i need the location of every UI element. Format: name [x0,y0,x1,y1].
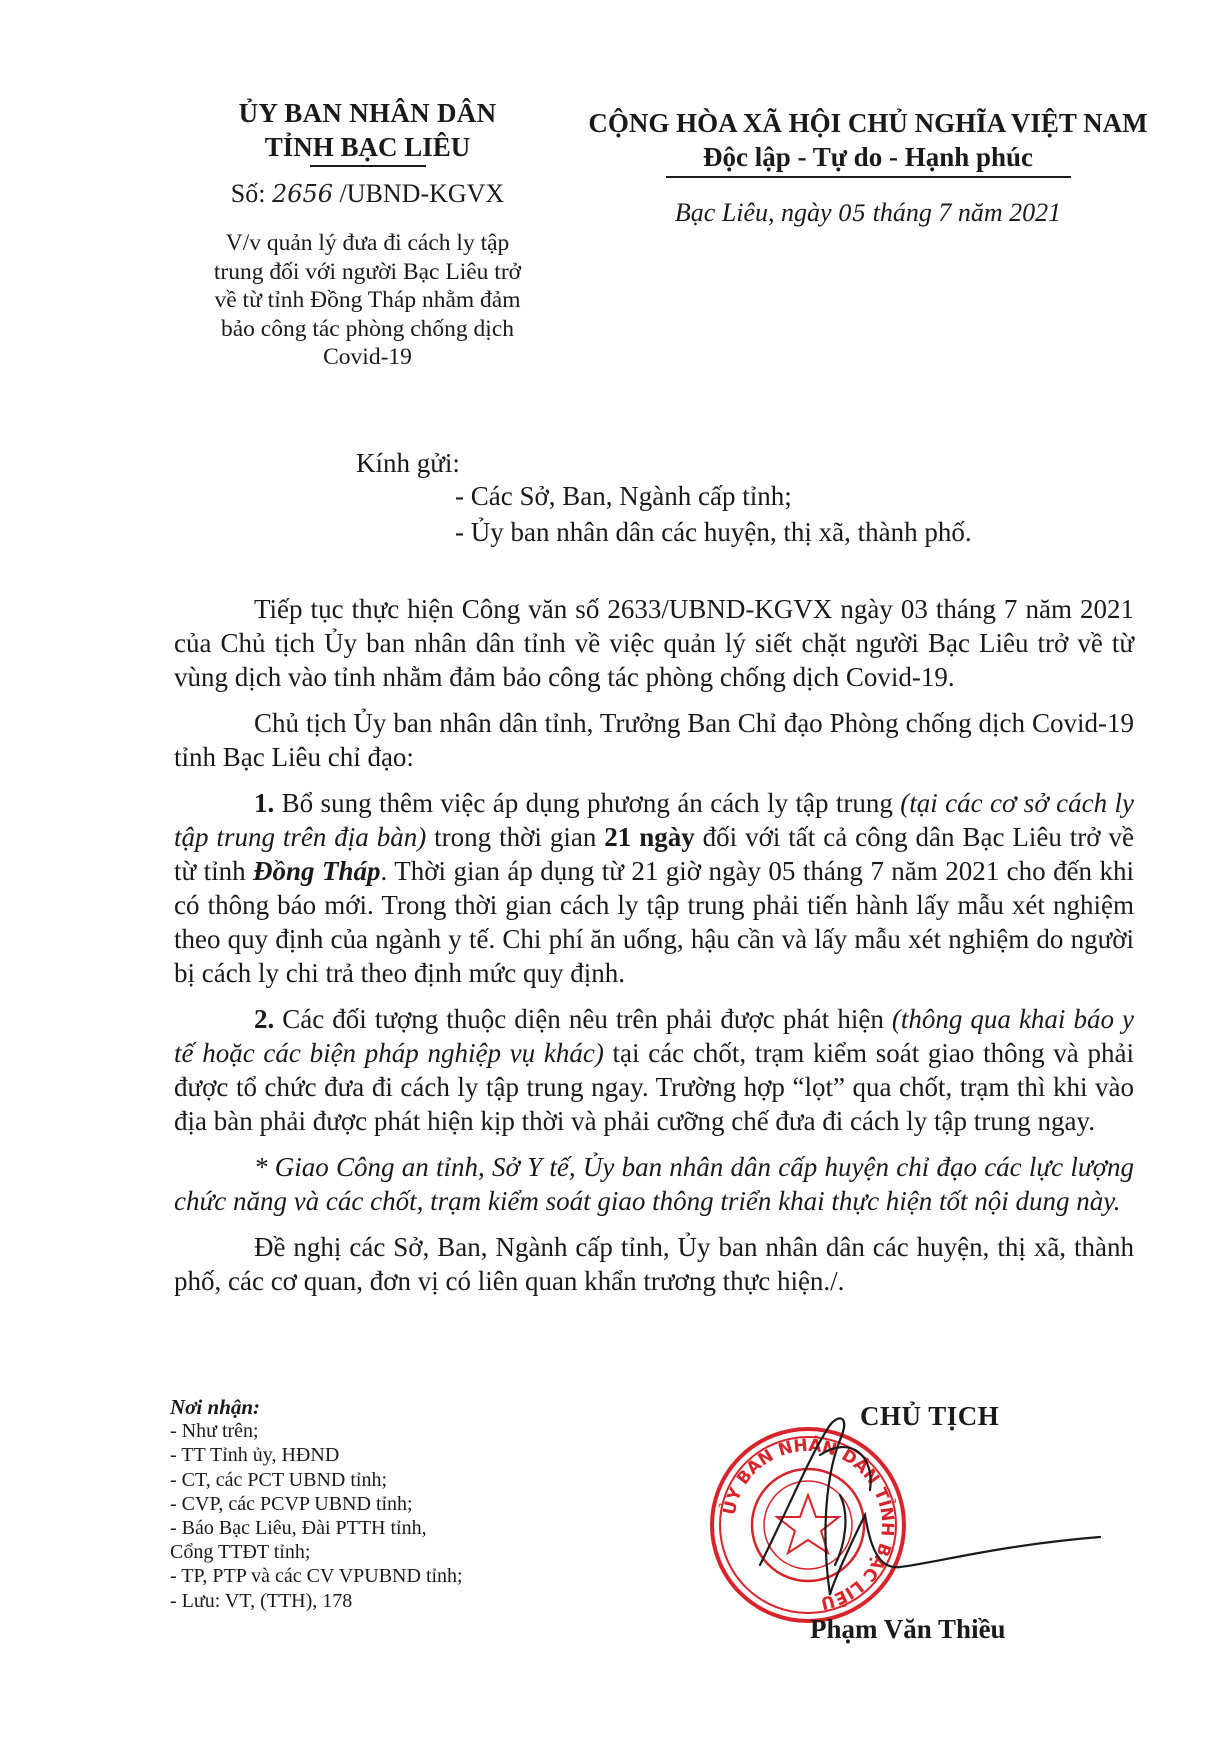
text-run: Các đối tượng thuộc diện nêu trên phải được phát hiện [274,1004,892,1034]
seal-text: ỦY BAN NHÂN DÂN TỈNH BẠC LIÊU [719,1435,898,1613]
org-name-line1: ỦY BAN NHÂN DÂN [238,98,497,128]
national-motto: Độc lập - Tự do - Hạnh phúc [702,142,1034,172]
distribution-item: - Báo Bạc Liêu, Đài PTTH tỉnh, [170,1517,427,1540]
paragraph-assignment: * Giao Công an tỉnh, Sở Y tế, Ủy ban nhân dân cấp huyện chỉ đạo các lực lượng chức năng và các chốt, trạm kiểm soát giao thông triển khai thực hiện tốt nội dung này. [174,1152,1134,1216]
item-number: 2. [254,1004,275,1034]
doc-number-prefix: Số: [230,179,266,208]
text-run: trong thời gian [426,822,605,852]
recipients-label: Kính gửi: [356,448,460,478]
text-run-bold: 21 ngày [604,822,695,852]
distribution-title: Nơi nhận: [170,1395,261,1419]
paragraph-directive: Chủ tịch Ủy ban nhân dân tỉnh, Trưởng Ban Chỉ đạo Phòng chống dịch Covid-19 tỉnh Bạc Liêu chỉ đạo: [174,708,1134,772]
distribution-item: - TP, PTP và các CV VPUBND tỉnh; [170,1565,463,1588]
issuing-authority-block [190,96,545,372]
signatory-name: Phạm Văn Thiều [810,1614,1006,1644]
signatory-title: CHỦ TỊCH [860,1401,1000,1431]
doc-number-handwritten: 2656 [271,180,334,208]
text-run-italic: (thông qua khai báo y tế hoặc các biện pháp nghiệp vụ khác) [174,1004,1134,1068]
item-number: 1. [254,788,275,818]
date-prefix: Bạc Liêu, ngày [674,198,839,227]
text-run: đối với tất cả công dân Bạc Liêu trở về từ tỉnh [174,822,1134,886]
paragraph-request: Đề nghị các Sở, Ban, Ngành cấp tỉnh, Ủy ban nhân dân các huyện, thị xã, thành phố, các cơ quan, đơn vị có liên quan khẩn trương thực hiện./. [174,1232,1134,1296]
distribution-item: - CVP, các PCVP UBND tỉnh; [170,1492,413,1515]
subject-line: về từ tỉnh Đồng Tháp nhằm đảm [214,287,521,313]
text-run: Bổ sung thêm việc áp dụng phương án cách ly tập trung [274,788,901,818]
letter-body [174,592,1134,1310]
national-title-block [578,106,1158,232]
paragraph-intro: Tiếp tục thực hiện Công văn số 2633/UBND-KGVX ngày 03 tháng 7 năm 2021 của Chủ tịch Ủy ban nhân dân tỉnh về việc quản lý siết chặt người Bạc Liêu trở về từ vùng dịch vào tỉnh nhằm đảm bảo công tác phòng chống dịch Covid-19. [174,594,1134,692]
recipient-item: - Các Sở, Ban, Ngành cấp tỉnh; [455,481,792,511]
subject-line: bảo công tác phòng chống dịch [220,315,514,342]
recipient-item: - Ủy ban nhân dân các huyện, thị xã, thành phố. [455,517,972,547]
date-suffix: tháng 7 năm 2021 [866,198,1062,227]
date-day-handwritten: 05 [838,202,867,227]
doc-number-suffix: /UBND-KGVX [339,179,505,208]
recipients-list [455,478,972,550]
paragraph-item-2 [174,1002,1134,1138]
org-name-line2: TỈNH BẠC LIÊU [264,132,471,162]
subject-summary [190,229,545,372]
text-run: tại các chốt, trạm kiểm soát giao thông và phải được tổ chức đưa đi cách ly tập trung ngay. Trường hợp “lọt” qua chốt, trạm thì khi vào địa bàn phải được phát hiện kịp thời và phải cưỡng chế đưa đi cách ly tập trung ngay. [174,1038,1134,1136]
distribution-item: - Như trên; [170,1420,259,1443]
subject-line: V/v quản lý đưa đi cách ly tập [225,230,510,256]
distribution-item: - TT Tỉnh ủy, HĐND [170,1444,340,1467]
subject-line: Covid-19 [323,344,412,370]
document-number [190,177,545,211]
distribution-list [170,1395,590,1613]
signature-block [700,1395,1120,1655]
motto-underline [666,176,1071,178]
distribution-item: - Lưu: VT, (TTH), 178 [170,1589,353,1612]
subject-line: trung đối với người Bạc Liêu trở [213,258,522,285]
paragraph-item-1 [174,786,1134,990]
text-run-bold-italic: Đồng Tháp [253,856,381,886]
text-run: . Thời gian áp dụng từ 21 giờ ngày 05 tháng 7 năm 2021 cho đến khi có thông báo mới. Trong thời gian cách ly tập trung phải tiến hành lấy mẫu xét nghiệm theo quy định của ngành y tế. Chi phí ăn uống, hậu cần và lấy mẫu xét nghiệm do người bị cách ly chi trả theo định mức quy định. [174,856,1135,988]
org-underline [310,165,426,167]
distribution-item: - CT, các PCT UBND tỉnh; [170,1468,388,1491]
place-and-date [578,196,1158,232]
nation-name: CỘNG HÒA XÃ HỘI CHỦ NGHĨA VIỆT NAM [588,108,1148,138]
text-run-italic: (tại các cơ sở cách ly tập trung trên địa bàn) [174,788,1134,852]
distribution-item: Cổng TTĐT tỉnh; [170,1541,311,1564]
